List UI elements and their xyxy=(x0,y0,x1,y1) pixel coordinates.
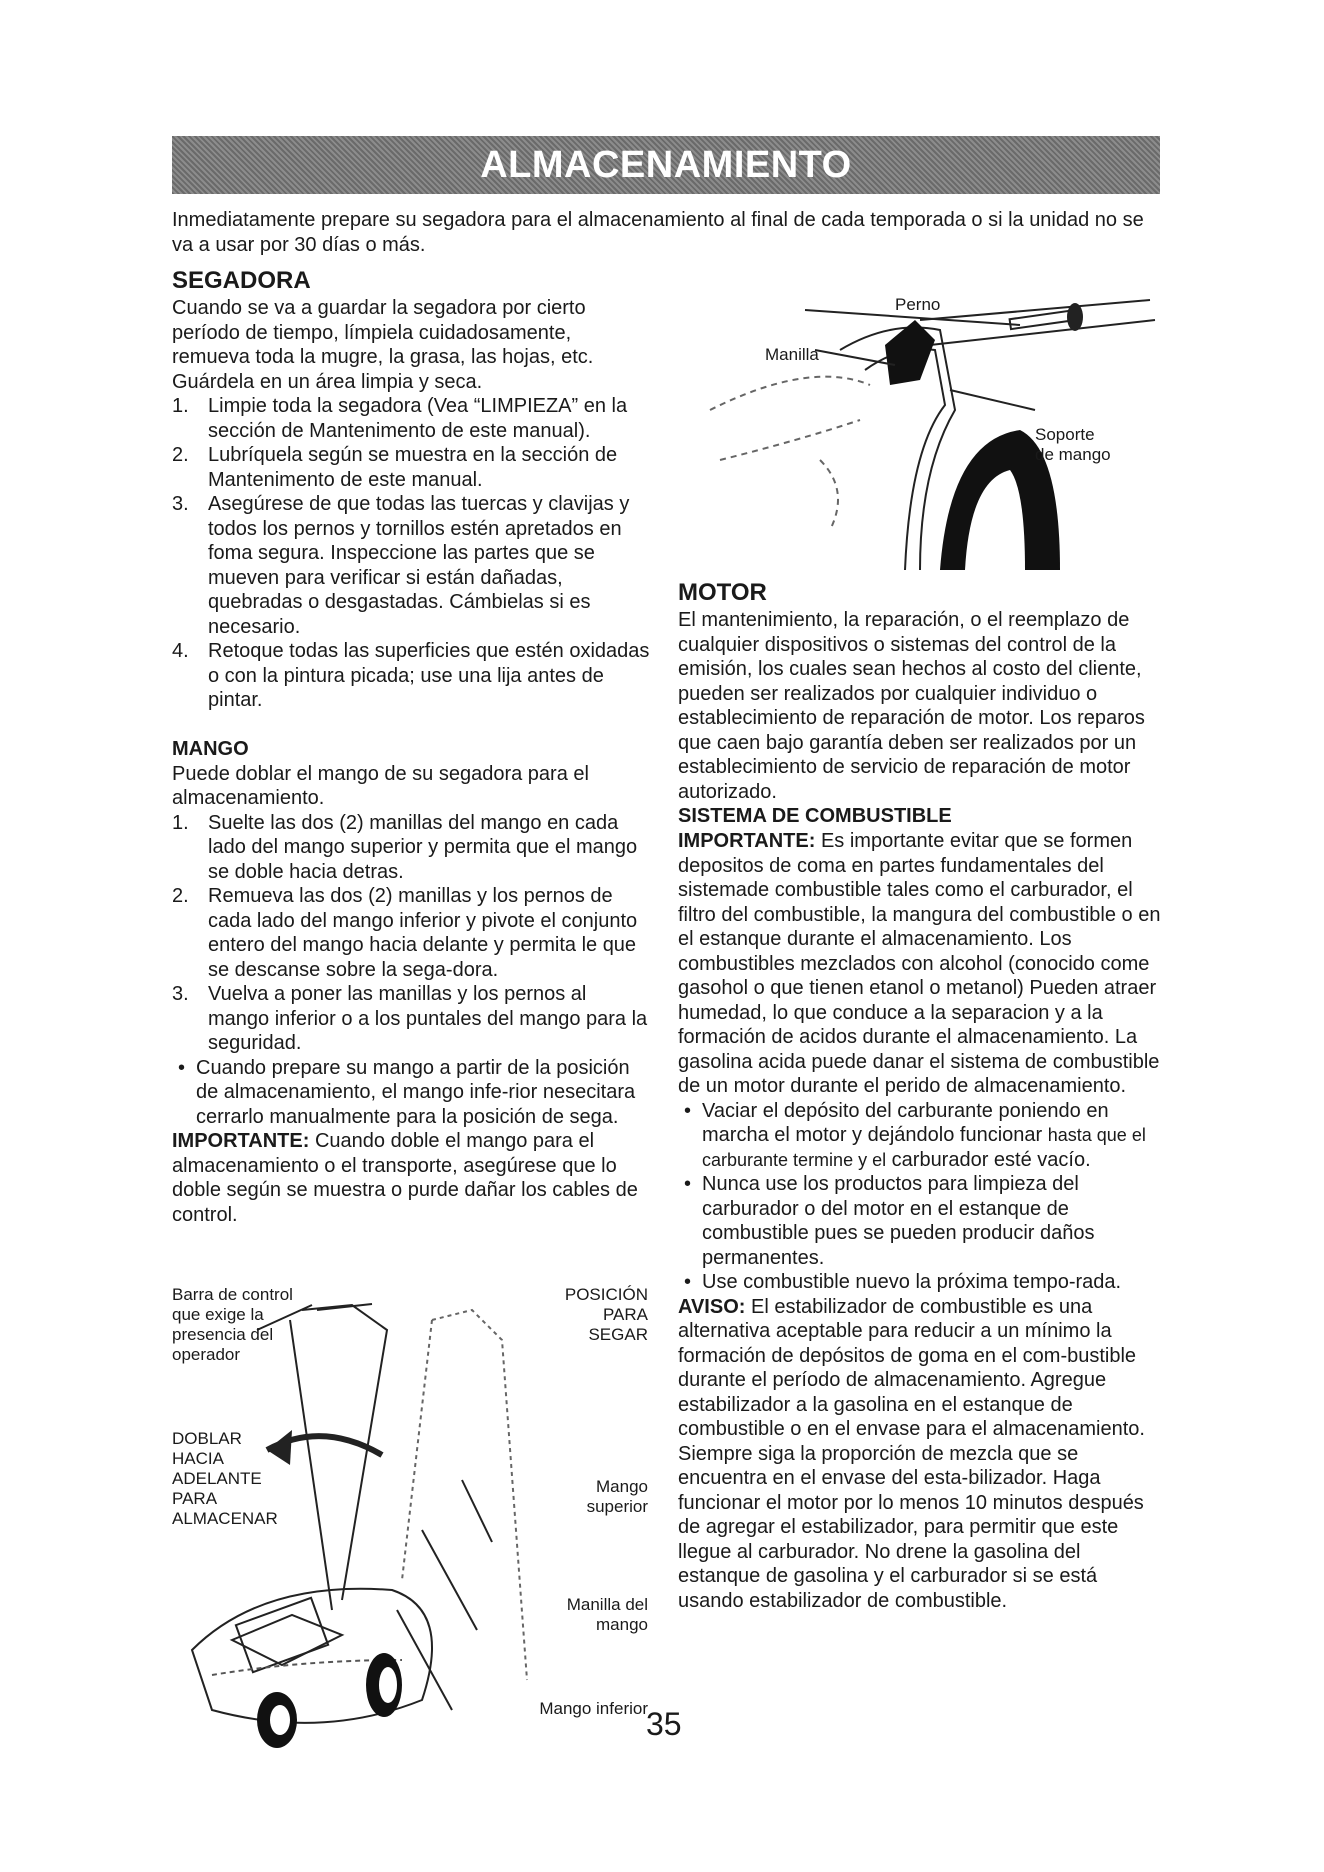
label-manilla-mango-0: Manilla del xyxy=(566,1595,648,1614)
page-title: ALMACENAMIENTO xyxy=(480,143,852,186)
label-posicion-2: SEGAR xyxy=(588,1325,648,1344)
handle-fold-figure xyxy=(172,1280,652,1750)
label-mango-inferior: Mango inferior xyxy=(539,1699,648,1718)
label-barra-1: que exige la xyxy=(172,1305,264,1324)
section-banner xyxy=(172,136,1160,194)
left-column xyxy=(172,266,652,1227)
aviso-paragraph: AVISO: El estabilizador de combustible es una alternativa aceptable para reducir a un mínimo la formación de depósitos de goma en el com-bustible durante el período de almacenamiento. Agregue estabilizador a la gasolina en el estanque de combustible o en el envase para el almacenamiento. Siempre siga la proporción de mezcla que se encuentra en el envase del esta-bilizador. Haga funcionar el motor por lo menos 10 minutos después de agregar el estabilizador, para permitir que este llegue al carburador. No drene la gasolina del estanque de gasolina y el carburador si se está usando estabilizador de combustible. xyxy=(678,1295,1145,1612)
motor-text: El mantenimiento, la reparación, o el reemplazo de cualquier dispositivos o sistemas del control de la emisión, los cuales sean hechos al costo del cliente, pueden ser realizados por cualquier individuo o establecimiento de reparación de motor. Los reparos que caen bajo garantía deben ser realizados por un establecimiento de servicio de reparación de motor autorizado. xyxy=(678,609,1145,803)
label-doblar-0: DOBLAR xyxy=(172,1429,242,1448)
label-doblar-4: ALMACENAR xyxy=(172,1509,278,1528)
segadora-text: Cuando se va a guardar la segadora por cierto período de tiempo, límpiela cuidadosamente, remueva toda la mugre, la grasa, las hojas, etc. Guárdela en un área limpia y seca. xyxy=(172,297,594,393)
label-barra-3: operador xyxy=(172,1345,241,1364)
mango-text: Puede doblar el mango de su segadora para el almacenamiento. xyxy=(172,762,589,809)
mango-heading: MANGO xyxy=(172,737,249,760)
list-item: 3. Vuelva a poner las manillas y los pernos al mango inferior o a los puntales del mango para la seguridad. xyxy=(172,983,648,1054)
list-item: • Cuando prepare su mango a partir de la posición de almacenamiento, el mango infe-rior nesecitara cerrarlo manualmente para la posición de sega. xyxy=(178,1056,636,1128)
label-manilla: Manilla xyxy=(765,345,819,364)
combustible-heading: SISTEMA DE COMBUSTIBLE xyxy=(678,805,952,827)
list-item: • Nunca use los productos para limpieza del carburador o del motor en el estanque de combustible pues se pueden producir daños permanentes. xyxy=(684,1173,1095,1269)
label-mango-superior-0: Mango xyxy=(596,1477,648,1496)
label-manilla-mango-1: mango xyxy=(596,1615,648,1634)
handle-bracket-figure xyxy=(690,290,1160,570)
mango-bullets xyxy=(172,1056,652,1130)
label-barra-2: presencia del xyxy=(172,1325,274,1344)
list-item: 4. Retoque todas las superficies que estén oxidadas o con la pintura picada; use una lija antes de pintar. xyxy=(172,640,650,711)
label-barra-0: Barra de control xyxy=(172,1285,293,1304)
motor-heading: MOTOR xyxy=(678,579,767,606)
mango-important: IMPORTANTE: Cuando doble el mango para el almacenamiento o el transporte, asegúrese que lo doble según se muestra o purde dañar los cables de control. xyxy=(172,1130,638,1226)
mango-steps xyxy=(172,811,652,1056)
list-item: • Vaciar el depósito del carburante poniendo en marcha el motor y dejándolo funcionar hasta que el carburante termine y el carburador esté vacío. xyxy=(684,1099,1146,1171)
combustible-bullets xyxy=(678,1099,1168,1295)
label-soporte-1: de mango xyxy=(1035,445,1111,464)
label-soporte-0: Soporte xyxy=(1035,425,1095,444)
right-column xyxy=(678,578,1168,1613)
segadora-heading: SEGADORA xyxy=(172,267,311,294)
combustible-important: IMPORTANTE: Es importante evitar que se formen depositos de coma en partes fundamentales del sistemade combustible tales como el carburador, el filtro del combustible, la mangura del combustible o en el estanque durante el almacenamiento. Los combustibles mezclados con alcohol (conocido come gasohol o que tienen etanol o metanol) Pueden atraer humedad, lo que conduce a la separacion y a la formación de acidos durante el almacenamiento. La gasolina acida puede danar el sistema de combustible de un motor durante el perido de almacenamiento. xyxy=(678,830,1161,1097)
list-item: 2. Remueva las dos (2) manillas y los pernos de cada lado del mango inferior y pivote el conjunto entero del mango hacia delante y permita le que se descanse sobre la sega-dora. xyxy=(172,885,638,981)
page-number: 35 xyxy=(646,1706,682,1742)
list-item: 2. Lubríquela según se muestra en la sección de Mantenimento de este manual. xyxy=(172,444,618,491)
list-item: 3. Asegúrese de que todas las tuercas y clavijas y todos los pernos y tornillos estén apretados en foma segura. Inspeccione las partes que se mueven para verificar si están dañadas, quebradas o desgastadas. Cámbielas si es necesario. xyxy=(172,493,630,638)
label-mango-superior-1: superior xyxy=(586,1497,648,1516)
label-posicion-1: PARA xyxy=(602,1305,648,1324)
label-perno: Perno xyxy=(895,295,941,314)
label-doblar-2: ADELANTE xyxy=(172,1469,262,1488)
label-posicion-0: POSICIÓN xyxy=(564,1285,648,1304)
intro-paragraph: Inmediatamente prepare su segadora para el almacenamiento al final de cada temporada o si la unidad no se va a usar por 30 días o más. xyxy=(172,209,1144,256)
label-doblar-3: PARA xyxy=(172,1489,218,1508)
segadora-steps xyxy=(172,394,652,713)
list-item: • Use combustible nuevo la próxima tempo-rada. xyxy=(684,1271,1122,1293)
label-doblar-1: HACIA xyxy=(172,1449,224,1468)
list-item: 1. Limpie toda la segadora (Vea “LIMPIEZA” en la sección de Mantenimento de este manual). xyxy=(172,395,628,442)
list-item: 1. Suelte las dos (2) manillas del mango en cada lado del mango superior y permita que el mango se doble hacia detras. xyxy=(172,811,638,883)
